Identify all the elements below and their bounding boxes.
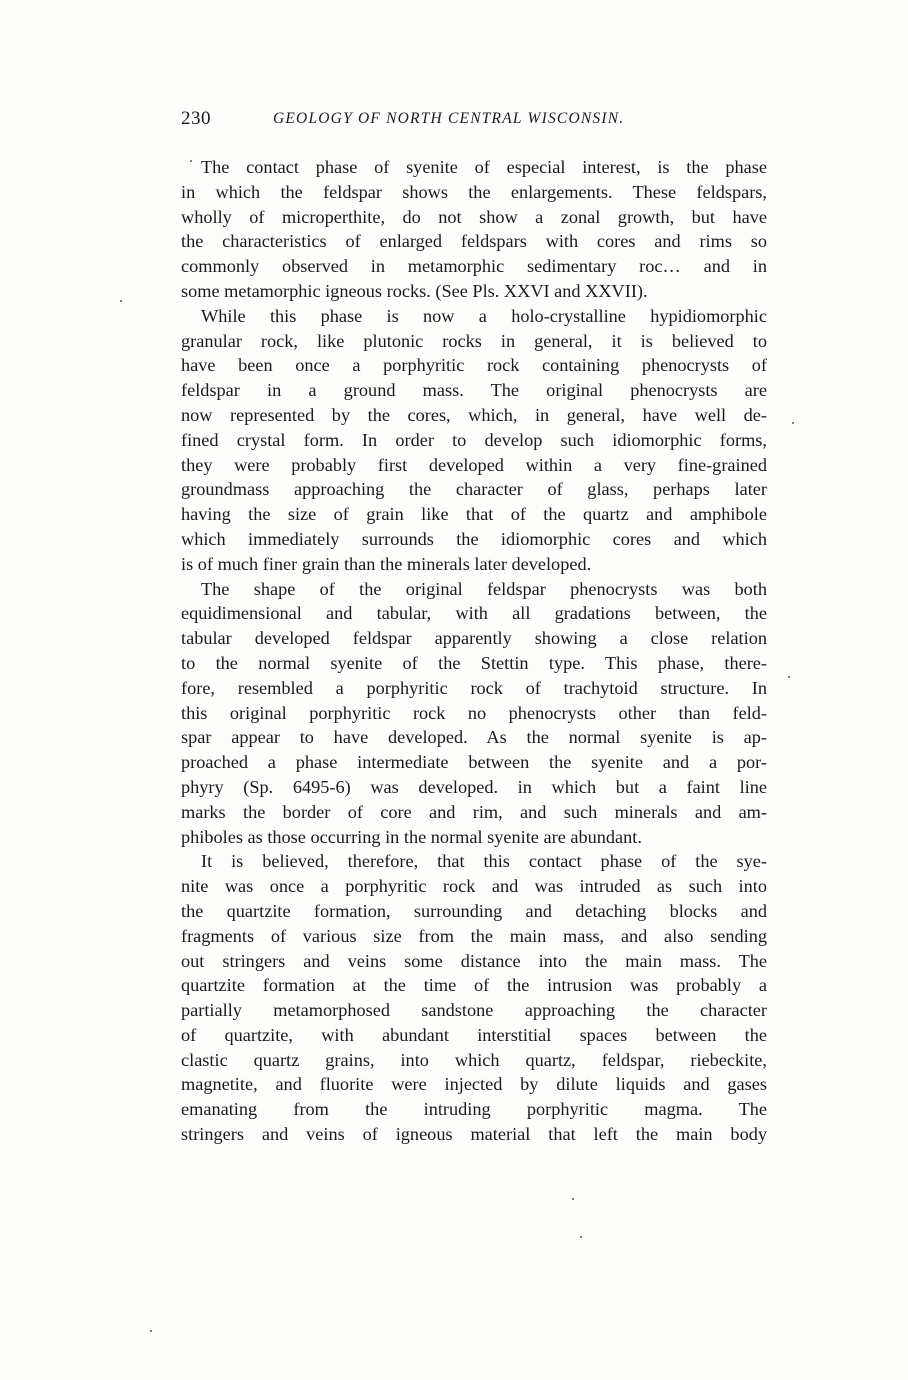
text-line: wholly of microperthite, do not show a zonal growth, but have — [181, 206, 767, 227]
text-line: It is believed, therefore, that this contact phase of the sye- — [201, 851, 767, 872]
paragraph — [181, 304, 767, 577]
text-line: fined crystal form. In order to develop such idiomorphic forms, — [181, 429, 767, 450]
text-line: proached a phase intermediate between the syenite and a por- — [181, 752, 767, 773]
text-line: commonly observed in metamorphic sedimentary roc… and in — [181, 256, 767, 277]
text-line: fragments of various size from the main mass, and also sending — [181, 925, 767, 946]
page-number: 230 — [181, 108, 211, 129]
text-line: equidimensional and tabular, with all gradations between, the — [181, 603, 767, 624]
text-line: marks the border of core and rim, and such minerals and am- — [181, 801, 767, 822]
scan-speck — [580, 1236, 582, 1238]
scan-speck — [190, 160, 192, 162]
text-line: phyry (Sp. 6495-6) was developed. in which but a faint line — [181, 776, 767, 797]
text-line: quartzite formation at the time of the intrusion was probably a — [181, 975, 767, 996]
text-line: some metamorphic igneous rocks. (See Pls. XXVI and XXVII). — [181, 280, 648, 301]
text-line: groundmass approaching the character of glass, perhaps later — [181, 479, 767, 500]
page-header — [181, 108, 767, 136]
text-line: is of much finer grain than the minerals later developed. — [181, 553, 592, 574]
text-line: emanating from the intruding porphyritic magma. The — [181, 1099, 767, 1120]
running-title: GEOLOGY OF NORTH CENTRAL WISCONSIN. — [273, 110, 625, 127]
text-line: out stringers and veins some distance into the main mass. The — [181, 950, 767, 971]
scan-speck — [788, 676, 790, 678]
paragraph — [181, 849, 767, 1147]
text-line: nite was once a porphyritic rock and was intruded as such into — [181, 876, 767, 897]
paragraph — [181, 577, 767, 850]
body-text — [181, 155, 767, 1147]
text-line: having the size of grain like that of the quartz and amphibole — [181, 504, 767, 525]
text-line: phiboles as those occurring in the normal syenite are abundant. — [181, 826, 642, 847]
scan-speck — [792, 422, 794, 424]
text-line: have been once a porphyritic rock containing phenocrysts of — [181, 355, 767, 376]
text-line: magnetite, and fluorite were injected by dilute liquids and gases — [181, 1074, 767, 1095]
text-line: they were probably first developed within a very fine-grained — [181, 454, 767, 475]
text-line: the quartzite formation, surrounding and detaching blocks and — [181, 900, 767, 921]
scan-speck — [120, 300, 122, 302]
text-line: The contact phase of syenite of especial interest, is the phase — [201, 157, 767, 177]
text-line: tabular developed feldspar apparently showing a close relation — [181, 628, 767, 649]
text-line: in which the feldspar shows the enlargements. These feldspars, — [181, 181, 767, 202]
text-line: the characteristics of enlarged feldspars with cores and rims so — [181, 231, 767, 252]
text-line: spar appear to have developed. As the normal syenite is ap- — [181, 727, 767, 748]
text-line: clastic quartz grains, into which quartz, feldspar, riebeckite, — [181, 1049, 767, 1070]
text-line: which immediately surrounds the idiomorphic cores and which — [181, 528, 767, 549]
text-line: of quartzite, with abundant interstitial spaces between the — [181, 1024, 767, 1045]
text-line: stringers and veins of igneous material that left the main body — [181, 1124, 767, 1145]
text-line: The shape of the original feldspar phenocrysts was both — [201, 578, 767, 599]
text-line: feldspar in a ground mass. The original phenocrysts are — [181, 380, 767, 401]
text-line: partially metamorphosed sandstone approaching the character — [181, 1000, 767, 1021]
text-line: to the normal syenite of the Stettin type. This phase, there- — [181, 652, 767, 673]
scan-speck — [572, 1198, 574, 1200]
paragraph — [181, 155, 767, 304]
text-line: fore, resembled a porphyritic rock of trachytoid structure. In — [181, 677, 767, 698]
scan-speck — [150, 1330, 152, 1332]
text-line: granular rock, like plutonic rocks in general, it is believed to — [181, 330, 767, 351]
text-line: this original porphyritic rock no phenocrysts other than feld- — [181, 702, 767, 723]
text-line: While this phase is now a holo-crystalline hypidiomorphic — [201, 305, 767, 326]
text-line: now represented by the cores, which, in general, have well de- — [181, 404, 767, 425]
